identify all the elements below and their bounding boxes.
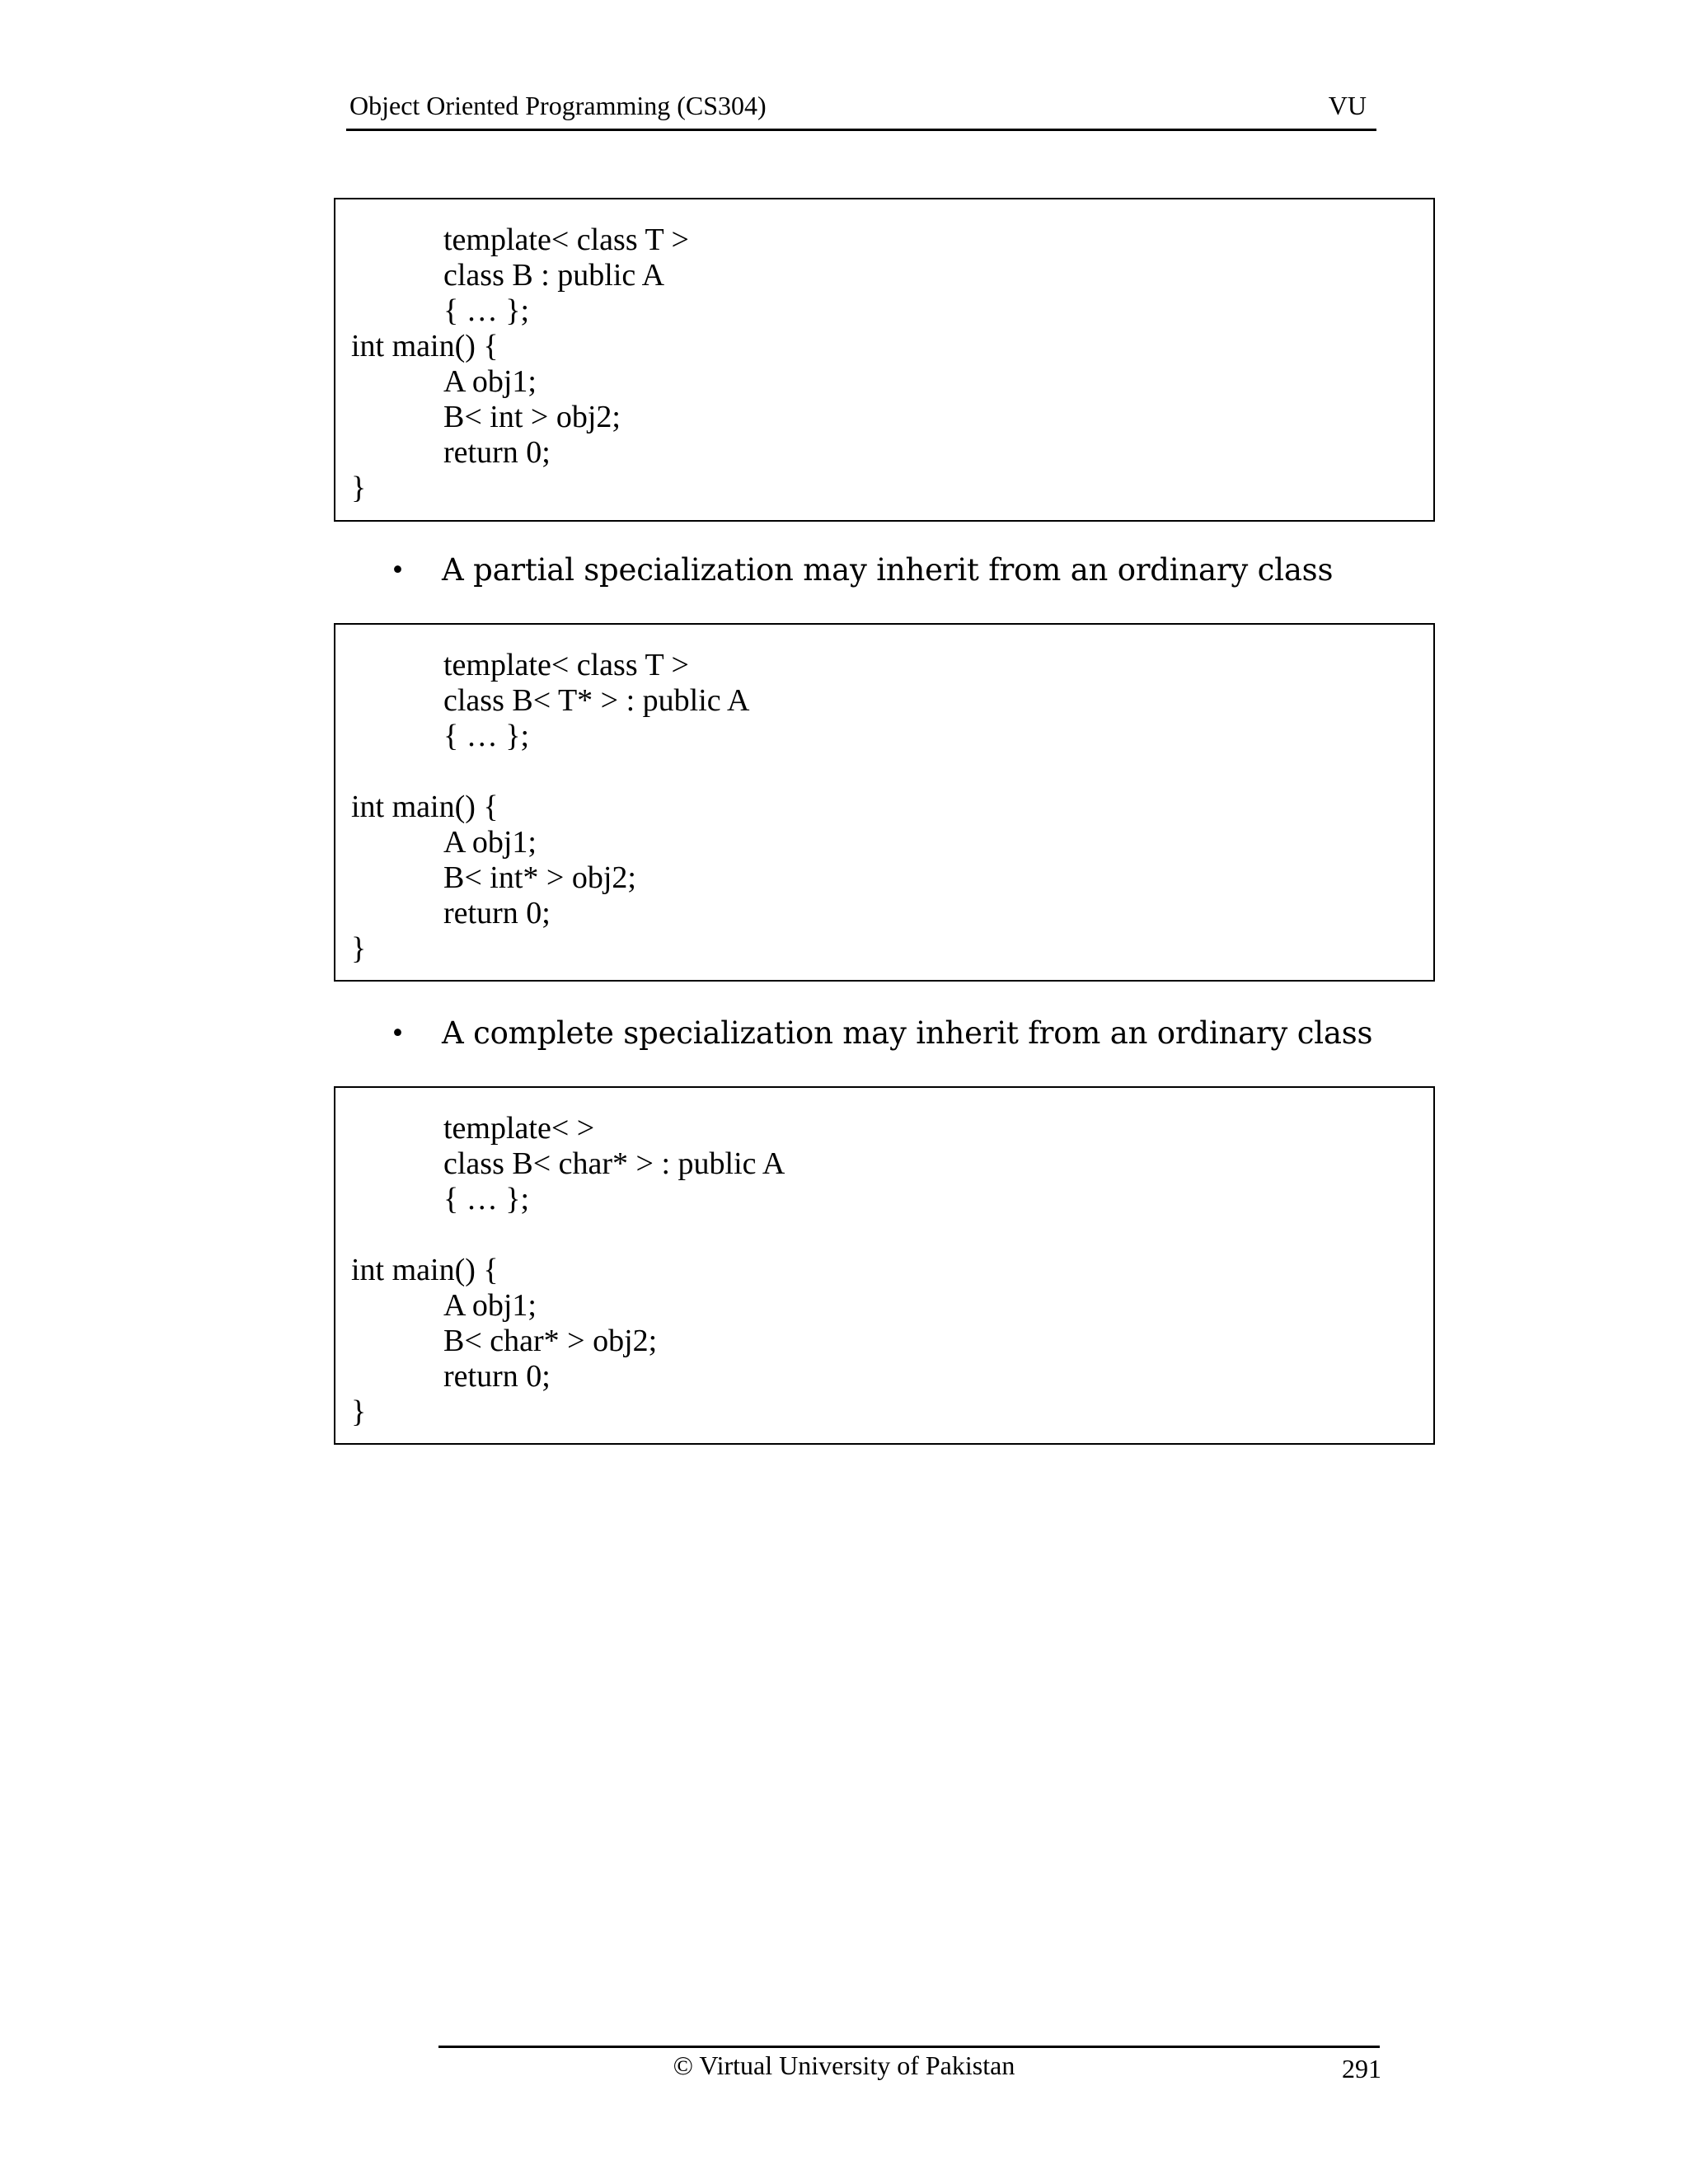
header-vu: VU	[1328, 91, 1367, 120]
code-line: }	[351, 931, 367, 966]
bullet-text: A partial specialization may inherit from an ordinary class	[442, 552, 1334, 588]
code-line: class B< char* > : public A	[443, 1146, 785, 1181]
code-line: template< class T >	[443, 223, 689, 257]
code-line: A obj1;	[443, 1288, 537, 1323]
code-line: int main() {	[351, 329, 499, 363]
code-line: class B : public A	[443, 258, 665, 293]
code-line: template< class T >	[443, 648, 689, 682]
code-line: return 0;	[443, 896, 551, 930]
code-line: { … };	[443, 293, 530, 328]
footer-rule	[438, 2046, 1380, 2048]
page-number: 291	[1342, 2054, 1381, 2083]
page-header	[346, 89, 1376, 131]
code-line: { … };	[443, 719, 530, 753]
code-line: { … };	[443, 1182, 530, 1216]
bullet-symbol: •	[392, 553, 403, 587]
code-line: int main() {	[351, 790, 499, 824]
code-line: int main() {	[351, 1253, 499, 1287]
code-line: A obj1;	[443, 364, 537, 399]
code-block	[334, 623, 1435, 982]
code-line: return 0;	[443, 1359, 551, 1394]
code-line: return 0;	[443, 435, 551, 470]
bullet-symbol: •	[392, 1016, 403, 1050]
code-line: B< int > obj2;	[443, 400, 621, 434]
footer-copyright: © Virtual University of Pakistan	[673, 2050, 1015, 2080]
code-line: }	[351, 471, 367, 505]
bullet-text: A complete specialization may inherit from an ordinary class	[442, 1015, 1373, 1051]
code-line: class B< T* > : public A	[443, 683, 750, 718]
code-line: template< >	[443, 1111, 595, 1146]
code-line: A obj1;	[443, 825, 537, 860]
code-line: B< char* > obj2;	[443, 1324, 658, 1358]
code-line: }	[351, 1394, 367, 1429]
code-block	[334, 198, 1435, 522]
code-line: B< int* > obj2;	[443, 860, 636, 895]
course-title: Object Oriented Programming (CS304)	[349, 91, 767, 120]
code-block	[334, 1086, 1435, 1445]
